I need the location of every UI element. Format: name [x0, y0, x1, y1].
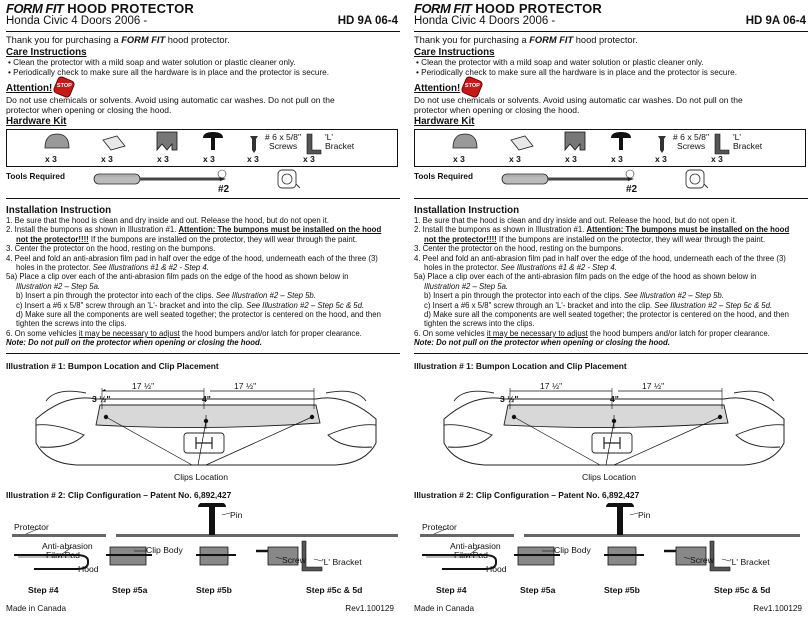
step-2-warning: Attention: The bumpons must be installed on the hood: [178, 225, 382, 235]
brand-logo: FORM FIT: [414, 1, 472, 16]
made-in-label: Made in Canada: [414, 604, 475, 613]
attention-line: protector when opening or closing the hood.: [414, 105, 580, 115]
care-item: • Periodically check to make sure all the hardware is in place and the protector is secure.: [424, 68, 737, 78]
protector-line: [420, 534, 800, 537]
step-2-cont: [6, 235, 398, 244]
care-heading: Care Instructions: [414, 47, 495, 58]
attention-line: Do not use chemicals or solvents. Avoid using automatic car washes. Do not pull on the: [6, 95, 335, 105]
care-list: [414, 58, 737, 78]
clip-icon: [157, 132, 177, 150]
step-label: Step #5c & 5d: [306, 585, 363, 595]
installation-heading: Installation Instruction: [6, 205, 112, 216]
bracket-label: Bracket: [325, 141, 355, 151]
hardware-qty: x 3: [203, 154, 215, 164]
step-4-cont: [414, 263, 806, 272]
step-6-emphasis: it may be necessary to adjust: [486, 328, 588, 338]
pin-icon: [611, 132, 631, 138]
step-5b: [414, 291, 806, 300]
tools-heading: Tools Required: [6, 172, 65, 181]
step-5a-ref: Illustration #2 – Step 5a.: [16, 281, 101, 291]
car-front-illustration: [434, 373, 794, 485]
car-front-illustration: [26, 373, 386, 485]
care-list: [6, 58, 329, 78]
screw-size-label: # 6 x 5/8": [265, 132, 302, 142]
brand-header: [6, 1, 194, 16]
step-6-text-end: the hood bumpers and/or latch for proper clearance.: [587, 328, 770, 338]
step-6-text: 6. On some vehicles: [414, 328, 487, 338]
bracket-label: 'L' Bracket: [322, 557, 362, 567]
attention-line: protector when opening or closing the hood.: [6, 105, 172, 115]
step-6: [6, 329, 398, 338]
hardware-qty: x 3: [509, 154, 521, 164]
tape-measure-icon: [682, 166, 708, 192]
dimension-center: 4": [610, 394, 619, 404]
hood-label: Hood: [486, 564, 507, 574]
film-pad-icon: [103, 136, 125, 150]
step-label: Step #5c & 5d: [714, 585, 771, 595]
step-2-text: 2. Install the bumpons as shown in Illustration #1.: [414, 225, 587, 235]
step-label: Step #5a: [112, 585, 148, 595]
thank-you-logo: FORM FIT: [529, 35, 574, 45]
headlight-right: [328, 425, 376, 448]
clip-icon: [565, 132, 585, 150]
step-4-ref: See Illustrations #1 & #2 - Step 4.: [500, 263, 617, 273]
dimension-right: 17 ½": [234, 381, 257, 391]
step-5c-text: c) Insert a #6 x 5/8" screw through an 'L'- bracket and into the clip.: [16, 300, 247, 310]
hardware-qty: x 3: [655, 154, 667, 164]
bumpon-icon: [45, 134, 69, 148]
care-item: • Periodically check to make sure all the hardware is in place and the protector is secure.: [16, 68, 329, 78]
dimension-side: 3 ½": [500, 394, 519, 404]
care-heading: Care Instructions: [6, 47, 87, 58]
step-6-text-end: the hood bumpers and/or latch for proper clearance.: [179, 328, 362, 338]
step-5b-ref: See Illustration #2 – Step 5b.: [215, 291, 316, 301]
headlight-right: [736, 425, 784, 448]
clips-location-label: Clips Location: [582, 472, 636, 482]
thank-you-after: hood protector.: [573, 35, 638, 45]
revision-label: Rev1.100129: [345, 604, 394, 613]
protector-label: Protector: [14, 522, 49, 532]
dimension-center: 4": [202, 394, 211, 404]
instruction-sheet-left: [6, 0, 402, 621]
illustration-2-heading: Illustration # 2: Clip Configuration – Patent No. 6,892,427: [6, 490, 232, 500]
installation-note: Note: Do not pull on the protector when opening or closing the hood.: [414, 338, 670, 348]
step-2-warning-end: not the protector!!!!: [424, 234, 497, 244]
attention-text: [414, 95, 806, 115]
headlight-left: [36, 425, 84, 448]
thank-you-logo: FORM FIT: [121, 35, 166, 45]
illustration-1-heading: Illustration # 1: Bumpon Location and Clip Placement: [6, 361, 219, 371]
step5b-pin: [209, 507, 215, 535]
section-divider: [6, 198, 400, 199]
hardware-heading: Hardware Kit: [414, 116, 475, 127]
step-5a: 5a) Place a clip over each of the anti-abrasion film pads on the edge of the hood as shown below in: [414, 272, 757, 282]
protector-label: Protector: [422, 522, 457, 532]
step-2-cont: [414, 235, 806, 244]
step-3: 3. Center the protector on the hood, resting on the bumpons.: [414, 244, 624, 254]
step-5c-ref: See Illustration #2 – Step 5c & 5d.: [654, 300, 773, 310]
screw-icon: [658, 136, 666, 153]
step-5b-ref: See Illustration #2 – Step 5b.: [623, 291, 724, 301]
installation-heading: Installation Instruction: [414, 205, 520, 216]
part-code: HD 9A 06-4: [745, 15, 806, 27]
step-2: [414, 225, 806, 234]
hardware-qty: x 3: [303, 154, 315, 164]
screw-label: Screws: [677, 141, 706, 151]
part-code: HD 9A 06-4: [337, 15, 398, 27]
step5b-pin-head: [606, 503, 634, 507]
screw-label: Screws: [269, 141, 298, 151]
attention-line: Do not use chemicals or solvents. Avoid using automatic car washes. Do not pull on the: [414, 95, 743, 105]
thank-you-text: [414, 35, 638, 45]
installation-steps: [6, 216, 398, 348]
step-4-ref: See Illustrations #1 & #2 - Step 4.: [92, 263, 209, 273]
installation-note: Note: Do not pull on the protector when opening or closing the hood.: [6, 338, 262, 348]
step-4: 4. Peel and fold an anti-abrasion film pad in half over the edge of the hood, underneath each of the three (3): [414, 253, 786, 263]
hardware-kit-box: [6, 129, 398, 167]
screw-label: Screw: [282, 555, 306, 565]
attention-heading: Attention!: [6, 83, 53, 94]
step-6-text: 6. On some vehicles: [6, 328, 79, 338]
bumpon-icon: [453, 134, 477, 148]
step-5b: [6, 291, 398, 300]
hood-protector-shape: [96, 405, 320, 428]
step-label: Step #5b: [196, 585, 232, 595]
step-5a: 5a) Place a clip over each of the anti-abrasion film pads on the edge of the hood as shown below in: [6, 272, 349, 282]
clip-body-label: Clip Body: [554, 545, 591, 555]
vehicle-model: Honda Civic 4 Doors 2006 -: [6, 15, 148, 27]
section-divider: [414, 198, 808, 199]
step-2-text-end: If the bumpons are installed on the protector, they will wear through the paint.: [88, 234, 358, 244]
step-5c: [414, 301, 806, 310]
pin-label: Pin: [230, 510, 243, 520]
illustration-1-heading: Illustration # 1: Bumpon Location and Clip Placement: [414, 361, 627, 371]
step-3: 3. Center the protector on the hood, resting on the bumpons.: [6, 244, 216, 254]
bracket-label: Bracket: [733, 141, 763, 151]
stop-sign-label: STOP: [56, 83, 72, 90]
step-5d: d) Make sure all the components are well seated together; the protector is centered on the hood, and then: [424, 310, 789, 320]
brand-logo: FORM FIT: [6, 1, 64, 16]
pin-icon: [203, 132, 223, 138]
pin-label: Pin: [638, 510, 651, 520]
tape-measure-icon: [274, 166, 300, 192]
step-6-emphasis: it may be necessary to adjust: [78, 328, 180, 338]
step-1: 1. Be sure that the hood is clean and dry inside and out. Release the hood, but do not open it.: [414, 216, 737, 225]
hardware-qty: x 3: [565, 154, 577, 164]
step-2-text: 2. Install the bumpons as shown in Illustration #1.: [6, 225, 179, 235]
film-pad-icon: [511, 136, 533, 150]
step-5c: [6, 301, 398, 310]
installation-steps: [414, 216, 806, 348]
screwdriver-number: #2: [626, 184, 638, 195]
hardware-qty: x 3: [247, 154, 259, 164]
bracket-label: 'L' Bracket: [730, 557, 770, 567]
thank-you-after: hood protector.: [165, 35, 230, 45]
step-1: 1. Be sure that the hood is clean and dry inside and out. Release the hood, but do not open it.: [6, 216, 329, 225]
made-in-label: Made in Canada: [6, 604, 67, 613]
attention-text: [6, 95, 398, 115]
header-divider: [6, 31, 400, 32]
dimension-side: 3 ½": [92, 394, 111, 404]
l-bracket-icon: [307, 134, 321, 154]
step5b-pin: [617, 507, 623, 535]
step-label: Step #4: [436, 585, 467, 595]
step-2-text-end: If the bumpons are installed on the protector, they will wear through the paint.: [496, 234, 766, 244]
step-label: Step #4: [28, 585, 59, 595]
thank-you-before: Thank you for purchasing a: [414, 35, 530, 45]
header-divider: [414, 31, 808, 32]
hardware-heading: Hardware Kit: [6, 116, 67, 127]
protector-line: [12, 534, 398, 537]
screw-size-label: # 6 x 5/8": [673, 132, 710, 142]
screwdriver-number: #2: [218, 184, 230, 195]
thank-you-text: [6, 35, 230, 45]
film-pad-label-1: Anti-abrasion: [450, 541, 501, 551]
dimension-right: 17 ½": [642, 381, 665, 391]
brand-title: HOOD PROTECTOR: [67, 1, 194, 16]
stop-sign-label: STOP: [464, 83, 480, 90]
step-5c-ref: See Illustration #2 – Step 5c & 5d.: [246, 300, 365, 310]
hardware-qty: x 3: [101, 154, 113, 164]
hardware-qty: x 3: [611, 154, 623, 164]
step-6: [414, 329, 806, 338]
hood-label: Hood: [78, 564, 99, 574]
care-item: • Clean the protector with a mild soap and water solution or plastic cleaner only.: [16, 58, 329, 68]
tools-heading: Tools Required: [414, 172, 473, 181]
revision-label: Rev1.100129: [753, 604, 802, 613]
attention-heading: Attention!: [414, 83, 461, 94]
dimension-left: 17 ½": [540, 381, 563, 391]
step5b-pin-head: [198, 503, 226, 507]
brand-title: HOOD PROTECTOR: [475, 1, 602, 16]
step-4-text: holes in the protector.: [16, 263, 93, 273]
hood-protector-shape: [504, 405, 728, 428]
section-divider: [414, 353, 808, 354]
thank-you-before: Thank you for purchasing a: [6, 35, 122, 45]
step-5c-text: c) Insert a #6 x 5/8" screw through an 'L'- bracket and into the clip.: [424, 300, 655, 310]
step-5d-cont: tighten the screws into the clips.: [424, 319, 535, 329]
vehicle-model: Honda Civic 4 Doors 2006 -: [414, 15, 556, 27]
hardware-qty: x 3: [45, 154, 57, 164]
step-2: [6, 225, 398, 234]
step-5d: d) Make sure all the components are well seated together; the protector is centered on the hood, and then: [16, 310, 381, 320]
care-item: • Clean the protector with a mild soap and water solution or plastic cleaner only.: [424, 58, 737, 68]
film-pad-label-2: Film Pad: [46, 550, 80, 560]
step-2-warning: Attention: The bumpons must be installed on the hood: [586, 225, 790, 235]
instruction-sheet-right: [414, 0, 808, 621]
hardware-qty: x 3: [453, 154, 465, 164]
step-4-cont: [6, 263, 398, 272]
hardware-qty: x 3: [711, 154, 723, 164]
step-label: Step #5a: [520, 585, 556, 595]
clip-body-label: Clip Body: [146, 545, 183, 555]
hardware-kit-box: [414, 129, 806, 167]
step-4-text: holes in the protector.: [424, 263, 501, 273]
screw-label: Screw: [690, 555, 714, 565]
screw-icon: [250, 136, 258, 153]
brand-header: [414, 1, 602, 16]
hardware-qty: x 3: [157, 154, 169, 164]
step-5a-ref: Illustration #2 – Step 5a.: [424, 281, 509, 291]
bracket-type-label: 'L': [733, 132, 742, 142]
illustration-2-heading: Illustration # 2: Clip Configuration – Patent No. 6,892,427: [414, 490, 640, 500]
section-divider: [6, 353, 400, 354]
step-2-warning-end: not the protector!!!!: [16, 234, 89, 244]
step-4: 4. Peel and fold an anti-abrasion film pad in half over the edge of the hood, underneath each of the three (3): [6, 253, 378, 263]
step-label: Step #5b: [604, 585, 640, 595]
clips-location-label: Clips Location: [174, 472, 228, 482]
step-5b-text: b) Insert a pin through the protector into each of the clips.: [424, 291, 624, 301]
dimension-left: 17 ½": [132, 381, 155, 391]
step-5b-text: b) Insert a pin through the protector into each of the clips.: [16, 291, 216, 301]
step-5d-cont: tighten the screws into the clips.: [16, 319, 127, 329]
l-bracket-icon: [715, 134, 729, 154]
film-pad-label-2: Film Pad: [454, 550, 488, 560]
headlight-left: [444, 425, 492, 448]
bracket-type-label: 'L': [325, 132, 334, 142]
film-pad-label-1: Anti-abrasion: [42, 541, 93, 551]
